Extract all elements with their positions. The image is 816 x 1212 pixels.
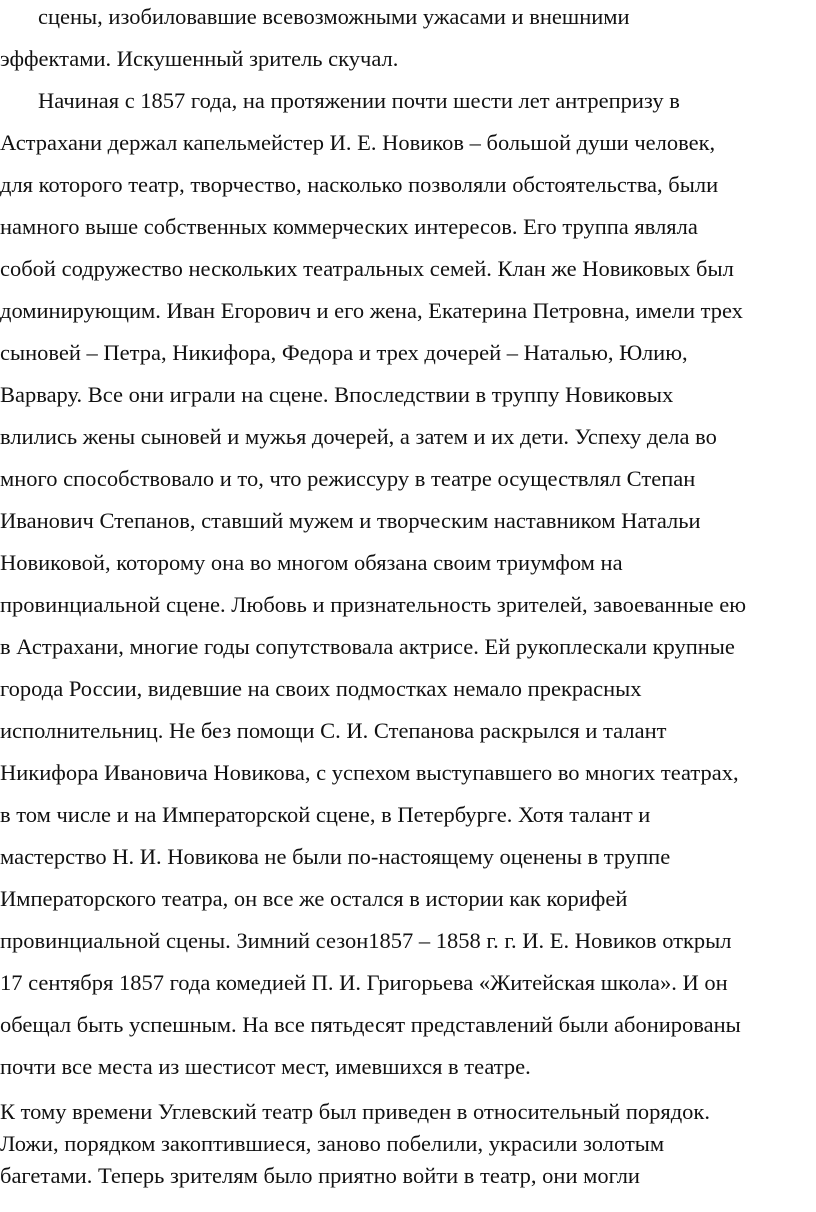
- text-line: провинциальной сцене. Любовь и признательность зрителей, завоеванные ею: [0, 592, 747, 617]
- text-line: города России, видевшие на своих подмостках немало прекрасных: [0, 676, 642, 701]
- text-line: Начиная с 1857 года, на протяжении почти шести лет антрепризу в: [38, 88, 680, 113]
- text-line: исполнительниц. Не без помощи С. И. Степанова раскрылся и талант: [0, 718, 667, 743]
- text-line: Иванович Степанов, ставший мужем и творческим наставником Натальи: [0, 508, 701, 533]
- text-line: 17 сентября 1857 года комедией П. И. Григорьева «Житейская школа». И он: [0, 970, 728, 995]
- text-line: в Астрахани, многие годы сопутствовала актрисе. Ей рукоплескали крупные: [0, 634, 735, 659]
- text-line: багетами. Теперь зрителям было приятно войти в театр, они могли: [0, 1163, 640, 1188]
- text-line: обещал быть успешным. На все пятьдесят представлений были абонированы: [0, 1012, 741, 1037]
- text-line: Астрахани держал капельмейстер И. Е. Новиков – большой души человек,: [0, 130, 716, 155]
- text-line: влились жены сыновей и мужья дочерей, а затем и их дети. Успеху дела во: [0, 424, 717, 449]
- text-line: Императорского театра, он все же остался в истории как корифей: [0, 886, 628, 911]
- text-line: провинциальной сцены. Зимний сезон1857 – 1858 г. г. И. Е. Новиков открыл: [0, 928, 732, 953]
- text-line: Новиковой, которому она во многом обязана своим триумфом на: [0, 550, 623, 575]
- text-line: эффектами. Искушенный зритель скучал.: [0, 46, 399, 71]
- text-line: сцены, изобиловавшие всевозможными ужасами и внешними: [38, 4, 630, 29]
- text-line: мастерство Н. И. Новикова не были по-настоящему оценены в труппе: [0, 844, 671, 869]
- text-line: собой содружество нескольких театральных семей. Клан же Новиковых был: [0, 256, 734, 281]
- text-line: для которого театр, творчество, насколько позволяли обстоятельства, были: [0, 172, 719, 197]
- text-line: почти все места из шестисот мест, имевшихся в театре.: [0, 1054, 531, 1079]
- text-line: сыновей – Петра, Никифора, Федора и трех дочерей – Наталью, Юлию,: [0, 340, 688, 365]
- text-line: К тому времени Углевский театр был приведен в относительный порядок.: [0, 1099, 710, 1124]
- text-line: доминирующим. Иван Егорович и его жена, Екатерина Петровна, имели трех: [0, 298, 743, 323]
- text-line: в том числе и на Императорской сцене, в Петербурге. Хотя талант и: [0, 802, 651, 827]
- text-line: Никифора Ивановича Новикова, с успехом выступавшего во многих театрах,: [0, 760, 739, 785]
- text-line: Варвару. Все они играли на сцене. Впоследствии в труппу Новиковых: [0, 382, 674, 407]
- text-line: много способствовало и то, что режиссуру в театре осуществлял Степан: [0, 466, 696, 491]
- text-line: Ложи, порядком закоптившиеся, заново побелили, украсили золотым: [0, 1131, 665, 1156]
- text-line: намного выше собственных коммерческих интересов. Его труппа являла: [0, 214, 698, 239]
